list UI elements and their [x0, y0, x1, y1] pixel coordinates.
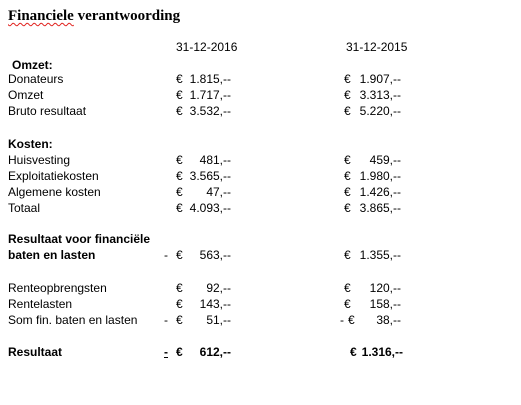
row-label-omzet: Omzet	[8, 88, 44, 102]
section-heading-omzet: Omzet:	[12, 58, 53, 72]
negative-sign: -	[164, 313, 168, 327]
currency-sign: €	[350, 345, 357, 359]
row-label-exploitatiekosten: Exploitatiekosten	[8, 169, 99, 183]
currency-sign: €	[344, 72, 351, 86]
column-header-2015: 31-12-2015	[346, 40, 408, 54]
amount-value: 92,--	[206, 281, 231, 295]
currency-sign: €	[176, 281, 183, 295]
currency-sign: €	[176, 88, 183, 102]
amount-value: 1.907,--	[359, 72, 401, 86]
row-label-donateurs: Donateurs	[8, 72, 64, 86]
title-word-verantwoording: verantwoording	[73, 8, 181, 24]
amount-value: 5.220,--	[359, 104, 401, 118]
currency-sign: €	[176, 169, 183, 183]
section-heading-kosten: Kosten:	[8, 137, 53, 151]
row-label-resultaat-voor-line2: baten en lasten	[8, 248, 96, 262]
amount-value: 3.313,--	[359, 88, 401, 102]
amount-value: 120,--	[369, 281, 401, 295]
amount-value: 459,--	[369, 153, 401, 167]
row-label-som-fin-baten: Som fin. baten en lasten	[8, 313, 138, 327]
amount-value: 1.316,--	[361, 345, 403, 359]
row-label-totaal: Totaal	[8, 201, 41, 215]
currency-sign: €	[344, 185, 351, 199]
amount-value: 1.815,--	[189, 72, 231, 86]
amount-value: 3.532,--	[189, 104, 231, 118]
amount-value: 612,--	[199, 345, 231, 359]
amount-value: 1.717,--	[189, 88, 231, 102]
amount-value: 1.355,--	[359, 248, 401, 262]
currency-sign: €	[344, 153, 351, 167]
amount-value: 1.426,--	[359, 185, 401, 199]
currency-sign: €	[348, 313, 355, 327]
currency-sign: €	[176, 185, 183, 199]
document-title	[8, 7, 180, 25]
row-label-huisvesting: Huisvesting	[8, 153, 71, 167]
currency-sign: €	[344, 201, 351, 215]
currency-sign: €	[176, 72, 183, 86]
currency-sign: €	[176, 297, 183, 311]
currency-sign: €	[344, 297, 351, 311]
row-label-algemene-kosten: Algemene kosten	[8, 185, 101, 199]
row-label-renteopbrengsten: Renteopbrengsten	[8, 281, 107, 295]
amount-value: 51,--	[206, 313, 231, 327]
row-label-resultaat-voor-line1: Resultaat voor financiële	[8, 232, 151, 246]
title-word-financiele: Financiele	[8, 8, 74, 24]
row-label-rentelasten: Rentelasten	[8, 297, 73, 311]
amount-value: 563,--	[199, 248, 231, 262]
negative-sign: -	[340, 313, 344, 327]
currency-sign: €	[176, 201, 183, 215]
amount-value: 4.093,--	[189, 201, 231, 215]
amount-value: 47,--	[206, 185, 231, 199]
currency-sign: €	[176, 104, 183, 118]
amount-value: 481,--	[199, 153, 231, 167]
negative-sign: -	[164, 345, 168, 359]
amount-value: 38,--	[376, 313, 401, 327]
currency-sign: €	[344, 104, 351, 118]
currency-sign: €	[344, 169, 351, 183]
amount-value: 3.865,--	[359, 201, 401, 215]
currency-sign: €	[176, 345, 183, 359]
negative-sign: -	[164, 248, 168, 262]
amount-value: 1.980,--	[359, 169, 401, 183]
column-header-2016: 31-12-2016	[176, 40, 238, 54]
row-label-resultaat: Resultaat	[8, 345, 63, 359]
currency-sign: €	[176, 153, 183, 167]
currency-sign: €	[176, 313, 183, 327]
currency-sign: €	[344, 248, 351, 262]
row-label-bruto-resultaat: Bruto resultaat	[8, 104, 87, 118]
currency-sign: €	[176, 248, 183, 262]
currency-sign: €	[344, 281, 351, 295]
amount-value: 3.565,--	[189, 169, 231, 183]
amount-value: 143,--	[199, 297, 231, 311]
currency-sign: €	[344, 88, 351, 102]
amount-value: 158,--	[369, 297, 401, 311]
